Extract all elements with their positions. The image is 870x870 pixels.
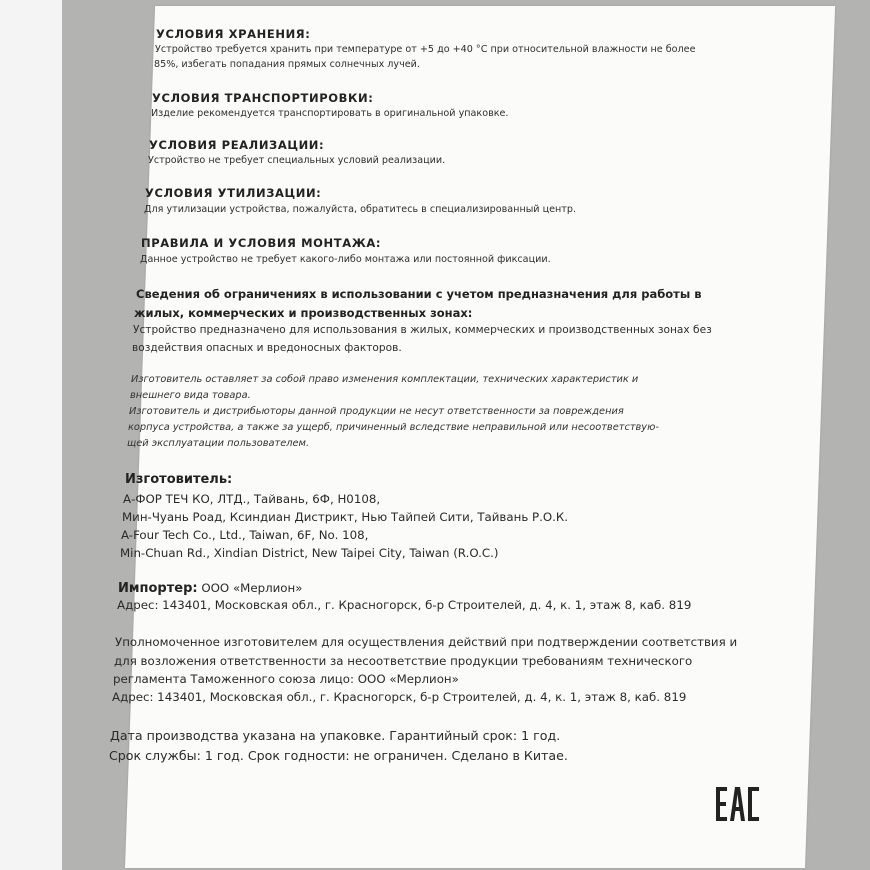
disclaimer-text-4: корпуса устройства, а также за ущерб, причиненный вследствие неправильной или несоответствую- [128,422,659,433]
mounting-text-1: Данное устройство не требует какого-либо монтажа или постоянной фиксации. [140,254,551,265]
authorized-text-4: Адрес: 143401, Московская обл., г. Красногорск, б-р Строителей, д. 4, к. 1, этаж 8, каб. 819 [112,690,687,704]
disclaimer-text-3: Изготовитель и дистрибьюторы данной продукции не несут ответственности за повреждения [129,406,624,417]
storage-text-2: 85%, избегать попадания прямых солнечных лучей. [154,59,420,70]
footer-text-2: Срок службы: 1 год. Срок годности: не ограничен. Сделано в Китае. [109,748,568,763]
storage-heading: УСЛОВИЯ ХРАНЕНИЯ: [156,27,311,41]
authorized-text-3: регламента Таможенного союза лицо: ООО «Мерлион» [113,672,459,686]
transport-text-1: Изделие рекомендуется транспортировать в оригинальной упаковке. [151,108,509,119]
restrictions-heading-2: жилых, коммерческих и производственных зонах: [134,306,473,320]
disclaimer-text-5: щей эксплуатации пользователем. [127,438,310,449]
restrictions-text-1: Устройство предназначено для использования в жилых, коммерческих и производственных зонах без [133,324,712,336]
eac-mark-icon [714,786,760,822]
manufacturer-text-3: A-Four Tech Co., Ltd., Taiwan, 6F, No. 108, [121,528,369,542]
disposal-heading: УСЛОВИЯ УТИЛИЗАЦИИ: [145,186,322,200]
disclaimer-text-1: Изготовитель оставляет за собой право изменения комплектации, технических характеристик и [131,374,639,385]
authorized-text-2: для возложения ответственности за несоответствие продукции требованиям технического [114,654,693,668]
restrictions-text-2: воздействия опасных и вредоносных факторов. [132,342,402,354]
authorized-text-1: Уполномоченное изготовителем для осуществления действий при подтверждении соответствия и [115,635,738,649]
manufacturer-text-2: Мин-Чуань Роад, Ксиндиан Дистрикт, Нью Тайпей Сити, Тайвань Р.О.К. [122,510,569,524]
footer-text-1: Дата производства указана на упаковке. Гарантийный срок: 1 год. [110,728,561,743]
manufacturer-text-4: Min-Chuan Rd., Xindian District, New Taipei City, Taiwan (R.O.C.) [120,546,499,560]
storage-text-1: Устройство требуется хранить при температуре от +5 до +40 °C при относительной влажности не более [155,44,696,55]
mounting-heading: ПРАВИЛА И УСЛОВИЯ МОНТАЖА: [141,236,382,250]
manufacturer-heading: Изготовитель: [125,472,233,487]
transport-heading: УСЛОВИЯ ТРАНСПОРТИРОВКИ: [152,91,374,105]
importer-line [118,577,302,596]
sale-heading: УСЛОВИЯ РЕАЛИЗАЦИИ: [149,138,325,152]
importer-label: Импортер: [118,581,198,596]
manufacturer-text-1: А-ФОР ТЕЧ КО, ЛТД., Тайвань, 6Ф, Н0108, [123,492,381,506]
restrictions-heading-1: Сведения об ограничениях в использовании с учетом предназначения для работы в [136,287,702,301]
importer-address: Адрес: 143401, Московская обл., г. Красногорск, б-р Строителей, д. 4, к. 1, этаж 8, каб. 819 [117,598,692,612]
sale-text-1: Устройство не требует специальных условий реализации. [148,155,446,166]
background-left [0,0,62,870]
disposal-text-1: Для утилизации устройства, пожалуйста, обратитесь в специализированный центр. [144,204,577,215]
disclaimer-text-2: внешнего вида товара. [130,390,251,401]
importer-name: ООО «Мерлион» [197,581,303,595]
